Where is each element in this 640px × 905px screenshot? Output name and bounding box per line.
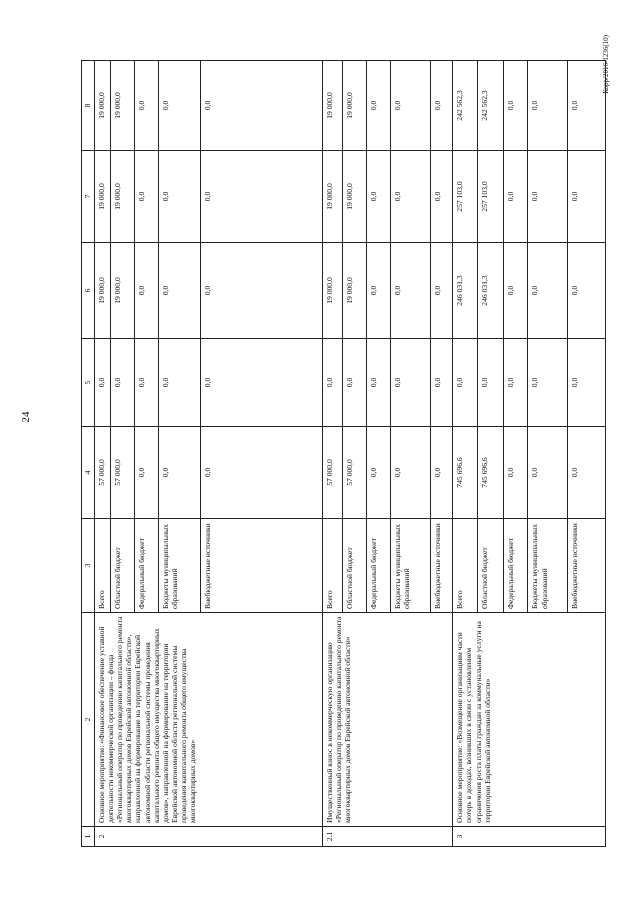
value-cell: 0,0	[367, 339, 391, 427]
value-cell: 0,0	[453, 339, 477, 427]
value-cell: 0,0	[134, 61, 158, 151]
col-header: 2	[82, 613, 95, 827]
col-header: 4	[82, 427, 95, 519]
value-cell: 19 000,0	[322, 61, 342, 151]
col-header: 8	[82, 61, 95, 151]
activity-description: Основное мероприятие: «Финансовое обеспечение уставной деятельности некоммерческой организации – фонда «Региональный оператор по проведению капитального ремонта многоквартирных домов Еврейской автономной области», направленной на формирование на территории Еврейской автономной области региональной системы проведения капитального ремонта общего имущества многоквартирных домов», направленной на формирование на территории Еврейской автономной области региональной системы проведения капитального ремонта общего имущества многоквартирных домов»	[95, 613, 323, 827]
header-row	[82, 61, 95, 847]
activity-description: Имущественный взнос в некоммерческую организацию «Региональный оператор по проведению капитального ремонта многоквартирных домов Еврейской автономной области»	[322, 613, 452, 827]
value-cell: 57 000,0	[322, 427, 342, 519]
value-cell: 0,0	[568, 151, 606, 243]
value-cell: 0,0	[322, 339, 342, 427]
value-cell: 0,0	[431, 243, 453, 339]
value-cell: 0,0	[504, 427, 528, 519]
value-cell: 0,0	[528, 427, 568, 519]
value-cell: 0,0	[367, 427, 391, 519]
value-cell: 0,0	[391, 427, 431, 519]
value-cell: 0,0	[391, 61, 431, 151]
value-cell: 0,0	[134, 339, 158, 427]
value-cell: 0,0	[391, 243, 431, 339]
value-cell: 242 562,3	[453, 61, 477, 151]
value-cell: 19 000,0	[95, 61, 111, 151]
value-cell: 246 031,3	[477, 243, 504, 339]
value-cell: 0,0	[134, 243, 158, 339]
value-cell: 57 000,0	[95, 427, 111, 519]
value-cell: 0,0	[201, 61, 323, 151]
value-cell: 0,0	[342, 339, 366, 427]
value-cell: 0,0	[201, 339, 323, 427]
col-header: 7	[82, 151, 95, 243]
row-number: 2	[95, 827, 323, 847]
value-cell: 246 031,3	[453, 243, 477, 339]
value-cell: 0,0	[134, 427, 158, 519]
value-cell: 0,0	[201, 427, 323, 519]
value-cell: 0,0	[134, 151, 158, 243]
value-cell: 0,0	[159, 243, 201, 339]
value-cell: 0,0	[528, 61, 568, 151]
value-cell: 0,0	[568, 243, 606, 339]
value-cell: 0,0	[431, 151, 453, 243]
funding-source: Областной бюджет	[342, 519, 366, 613]
funding-source: Областной бюджет	[110, 519, 134, 613]
funding-source: Бюджеты муниципальных образований	[391, 519, 431, 613]
value-cell: 19 000,0	[342, 61, 366, 151]
row-number: 2.1	[322, 827, 452, 847]
value-cell: 257 103,0	[477, 151, 504, 243]
value-cell: 0,0	[528, 243, 568, 339]
value-cell: 0,0	[95, 339, 111, 427]
value-cell: 0,0	[201, 243, 323, 339]
table-row	[322, 61, 342, 847]
value-cell: 0,0	[568, 61, 606, 151]
budget-table	[81, 60, 606, 847]
col-header: 1	[82, 827, 95, 847]
value-cell: 0,0	[568, 339, 606, 427]
value-cell: 0,0	[431, 427, 453, 519]
value-cell: 19 000,0	[110, 151, 134, 243]
funding-source: Бюджеты муниципальных образований	[528, 519, 568, 613]
value-cell: 0,0	[504, 243, 528, 339]
funding-source: Внебюджетные источники	[568, 519, 606, 613]
value-cell: 19 000,0	[342, 151, 366, 243]
value-cell: 19 000,0	[95, 243, 111, 339]
value-cell: 19 000,0	[110, 243, 134, 339]
value-cell: 0,0	[159, 61, 201, 151]
value-cell: 745 696,6	[453, 427, 477, 519]
row-number: 3	[453, 827, 606, 847]
funding-source: Всего	[322, 519, 342, 613]
value-cell: 0,0	[431, 339, 453, 427]
budget-table-container	[81, 61, 606, 847]
value-cell: 0,0	[528, 151, 568, 243]
value-cell: 0,0	[568, 427, 606, 519]
funding-source: Бюджеты муниципальных образований	[159, 519, 201, 613]
page-number: 24	[20, 411, 32, 423]
col-header: 5	[82, 339, 95, 427]
table-row	[453, 61, 477, 847]
funding-source: Федеральный бюджет	[504, 519, 528, 613]
value-cell: 745 696,6	[477, 427, 504, 519]
value-cell: 0,0	[367, 243, 391, 339]
value-cell: 0,0	[201, 151, 323, 243]
funding-source: Всего	[453, 519, 477, 613]
value-cell: 242 562,3	[477, 61, 504, 151]
col-header: 3	[82, 519, 95, 613]
value-cell: 0,0	[528, 339, 568, 427]
funding-source: Всего	[95, 519, 111, 613]
value-cell: 257 103,0	[453, 151, 477, 243]
col-header: 6	[82, 243, 95, 339]
funding-source: Внебюджетные источники	[431, 519, 453, 613]
value-cell: 0,0	[110, 339, 134, 427]
value-cell: 0,0	[391, 339, 431, 427]
funding-source: Федеральный бюджет	[367, 519, 391, 613]
value-cell: 0,0	[159, 427, 201, 519]
value-cell: 0,0	[159, 151, 201, 243]
value-cell: 0,0	[504, 339, 528, 427]
value-cell: 0,0	[431, 61, 453, 151]
table-row	[95, 61, 111, 847]
value-cell: 19 000,0	[95, 151, 111, 243]
value-cell: 0,0	[159, 339, 201, 427]
value-cell: 19 000,0	[322, 243, 342, 339]
funding-source: Внебюджетные источники	[201, 519, 323, 613]
funding-source: Областной бюджет	[477, 519, 504, 613]
value-cell: 19 000,0	[322, 151, 342, 243]
value-cell: 0,0	[391, 151, 431, 243]
value-cell: 19 000,0	[110, 61, 134, 151]
value-cell: 0,0	[477, 339, 504, 427]
activity-description: Основное мероприятие: «Возмещение организациям части потерь в доходах, возникших в связи с установлением ограничения роста платы граждан за коммунальные услуги на территории Еврейской автономной области»	[453, 613, 606, 827]
value-cell: 57 000,0	[342, 427, 366, 519]
value-cell: 0,0	[367, 61, 391, 151]
value-cell: 19 000,0	[342, 243, 366, 339]
value-cell: 57 000,0	[110, 427, 134, 519]
value-cell: 0,0	[504, 61, 528, 151]
document-code: Корр/2016-1236(10)	[602, 35, 610, 94]
funding-source: Федеральный бюджет	[134, 519, 158, 613]
value-cell: 0,0	[504, 151, 528, 243]
value-cell: 0,0	[367, 151, 391, 243]
